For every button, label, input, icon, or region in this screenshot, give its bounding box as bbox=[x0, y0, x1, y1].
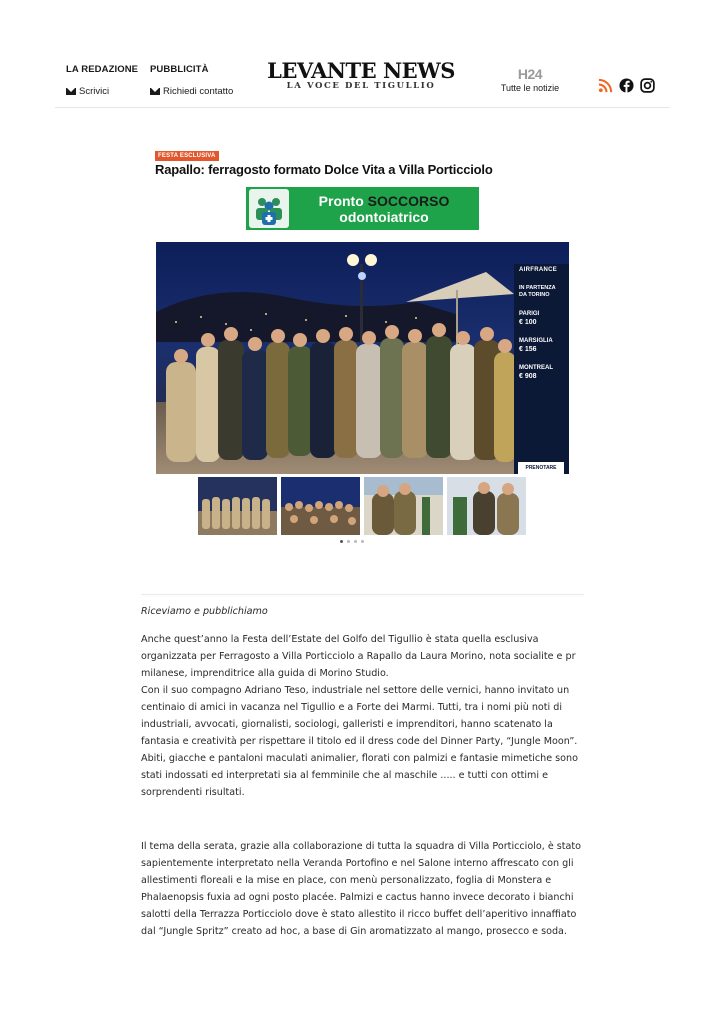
instagram-icon[interactable] bbox=[640, 78, 655, 93]
pubblicita-block bbox=[150, 64, 233, 97]
gallery-thumbnail[interactable] bbox=[364, 477, 443, 535]
main-photo[interactable] bbox=[156, 242, 569, 474]
redazione-title: LA REDAZIONE bbox=[66, 64, 139, 75]
article-paragraph-2: Il tema della serata, grazie alla collaborazione di tutta la squadra di Villa Porticciolo, è stato sapientemente interpretato nella Veranda Portofino e nel Salone interno affrescato con gli allestimenti floreali e la mise en place, con menù personalizzato, foglia di Monstera e Phalaenopsis fuxia ad ogni posto placée. Palmizi e cactus hanno invece decorato i bianchi salotti della Terrazza Porticciolo dove è stato allestito il ricco buffet dell’aperitivo innaffiato dal “Jungle Spritz” creato ad hoc, a base di Gin aromatizzato al mango, prosecco e soda. bbox=[141, 841, 582, 937]
facebook-icon[interactable] bbox=[619, 78, 634, 93]
ad-line2: odontoiatrico bbox=[339, 208, 429, 225]
airfrance-departure: IN PARTENZA DA TORINO bbox=[519, 285, 556, 298]
destination-price: € 156 bbox=[519, 346, 537, 353]
ad-line1a: Pronto bbox=[318, 192, 364, 209]
pagination-dot[interactable] bbox=[340, 540, 343, 543]
gallery-thumbnail[interactable] bbox=[447, 477, 526, 535]
destination-price: € 908 bbox=[519, 373, 537, 380]
scrivici-link[interactable] bbox=[66, 86, 138, 97]
logo-main: LEVANTE NEWS bbox=[267, 58, 455, 83]
pagination-dot[interactable] bbox=[361, 540, 364, 543]
envelope-icon bbox=[66, 88, 76, 95]
destination-city: MONTREAL bbox=[519, 365, 553, 371]
airfrance-brand: AIRFRANCE bbox=[519, 267, 558, 273]
ad-line1b: SOCCORSO bbox=[367, 192, 450, 209]
social-links bbox=[598, 78, 655, 93]
h24-mark: H24 bbox=[517, 66, 543, 82]
article-paragraph-1a: Anche quest’anno la Festa dell’Estate del Golfo del Tigullio è stata quella esclusiva organizzata per Ferragosto a Villa Porticciolo a Rapallo da Laura Morino, nota socialite e pr milanese, imprenditrice alla guida di Morino Studio. bbox=[141, 634, 576, 679]
gallery-pagination bbox=[340, 540, 364, 543]
article-title: Rapallo: ferragosto formato Dolce Vita a Villa Porticciolo bbox=[155, 162, 493, 177]
category-badge[interactable]: FESTA ESCLUSIVA bbox=[155, 151, 219, 161]
destination-price: € 100 bbox=[519, 319, 537, 326]
airfrance-ad[interactable] bbox=[514, 264, 569, 474]
richiedi-contatto-label: Richiedi contatto bbox=[163, 86, 234, 97]
scrivici-label: Scrivici bbox=[79, 86, 110, 97]
richiedi-contatto-link[interactable] bbox=[150, 86, 233, 97]
pagination-dot[interactable] bbox=[347, 540, 350, 543]
article-paragraph-1b: Con il suo compagno Adriano Teso, industriale nel settore delle vernici, hanno invitato un centinaio di amici in vacanza nel Tigullio e a Forte dei Marmi. Tutti, tra i nomi più noti di industriali, avvocati, giornalisti, sociologi, galleristi e imprenditori, hanno scatenato la fantasia e creatività per rispettare il titolo ed il dress code del Dinner Party, “Jungle Moon”. Abiti, giacche e pantaloni maculati animalier, florati con palmizi e fantasie mimetiche sono stati indossati ed interpretati sia al femminile che al maschile ..... e tutti con ottimi e sorprendenti risultati. bbox=[141, 685, 578, 798]
envelope-icon bbox=[150, 88, 160, 95]
dentist-team-icon bbox=[249, 189, 289, 228]
site-header bbox=[55, 58, 670, 108]
rss-icon[interactable] bbox=[598, 78, 613, 93]
article-paragraph-1 bbox=[141, 631, 586, 801]
gallery-thumbnails bbox=[198, 477, 526, 535]
destination-city: MARSIGLIA bbox=[519, 338, 553, 344]
prenotare-button[interactable]: PRENOTARE bbox=[518, 462, 564, 474]
party-photo bbox=[156, 242, 569, 474]
gallery-thumbnail[interactable] bbox=[281, 477, 360, 535]
redazione-block bbox=[66, 64, 138, 97]
h24-link[interactable] bbox=[495, 66, 565, 93]
content-divider bbox=[141, 594, 584, 595]
ad-text bbox=[289, 193, 479, 225]
gallery-thumbnail[interactable] bbox=[198, 477, 277, 535]
pronto-soccorso-ad[interactable] bbox=[246, 187, 479, 230]
destination-city: PARIGI bbox=[519, 311, 540, 317]
h24-label: Tutte le notizie bbox=[500, 83, 560, 93]
pagination-dot[interactable] bbox=[354, 540, 357, 543]
pubblicita-title: PUBBLICITÀ bbox=[150, 64, 209, 75]
logo-sub: LA VOCE DEL TIGULLIO bbox=[286, 81, 436, 91]
site-logo[interactable] bbox=[255, 60, 467, 91]
article-intro: Riceviamo e pubblichiamo bbox=[141, 606, 268, 617]
